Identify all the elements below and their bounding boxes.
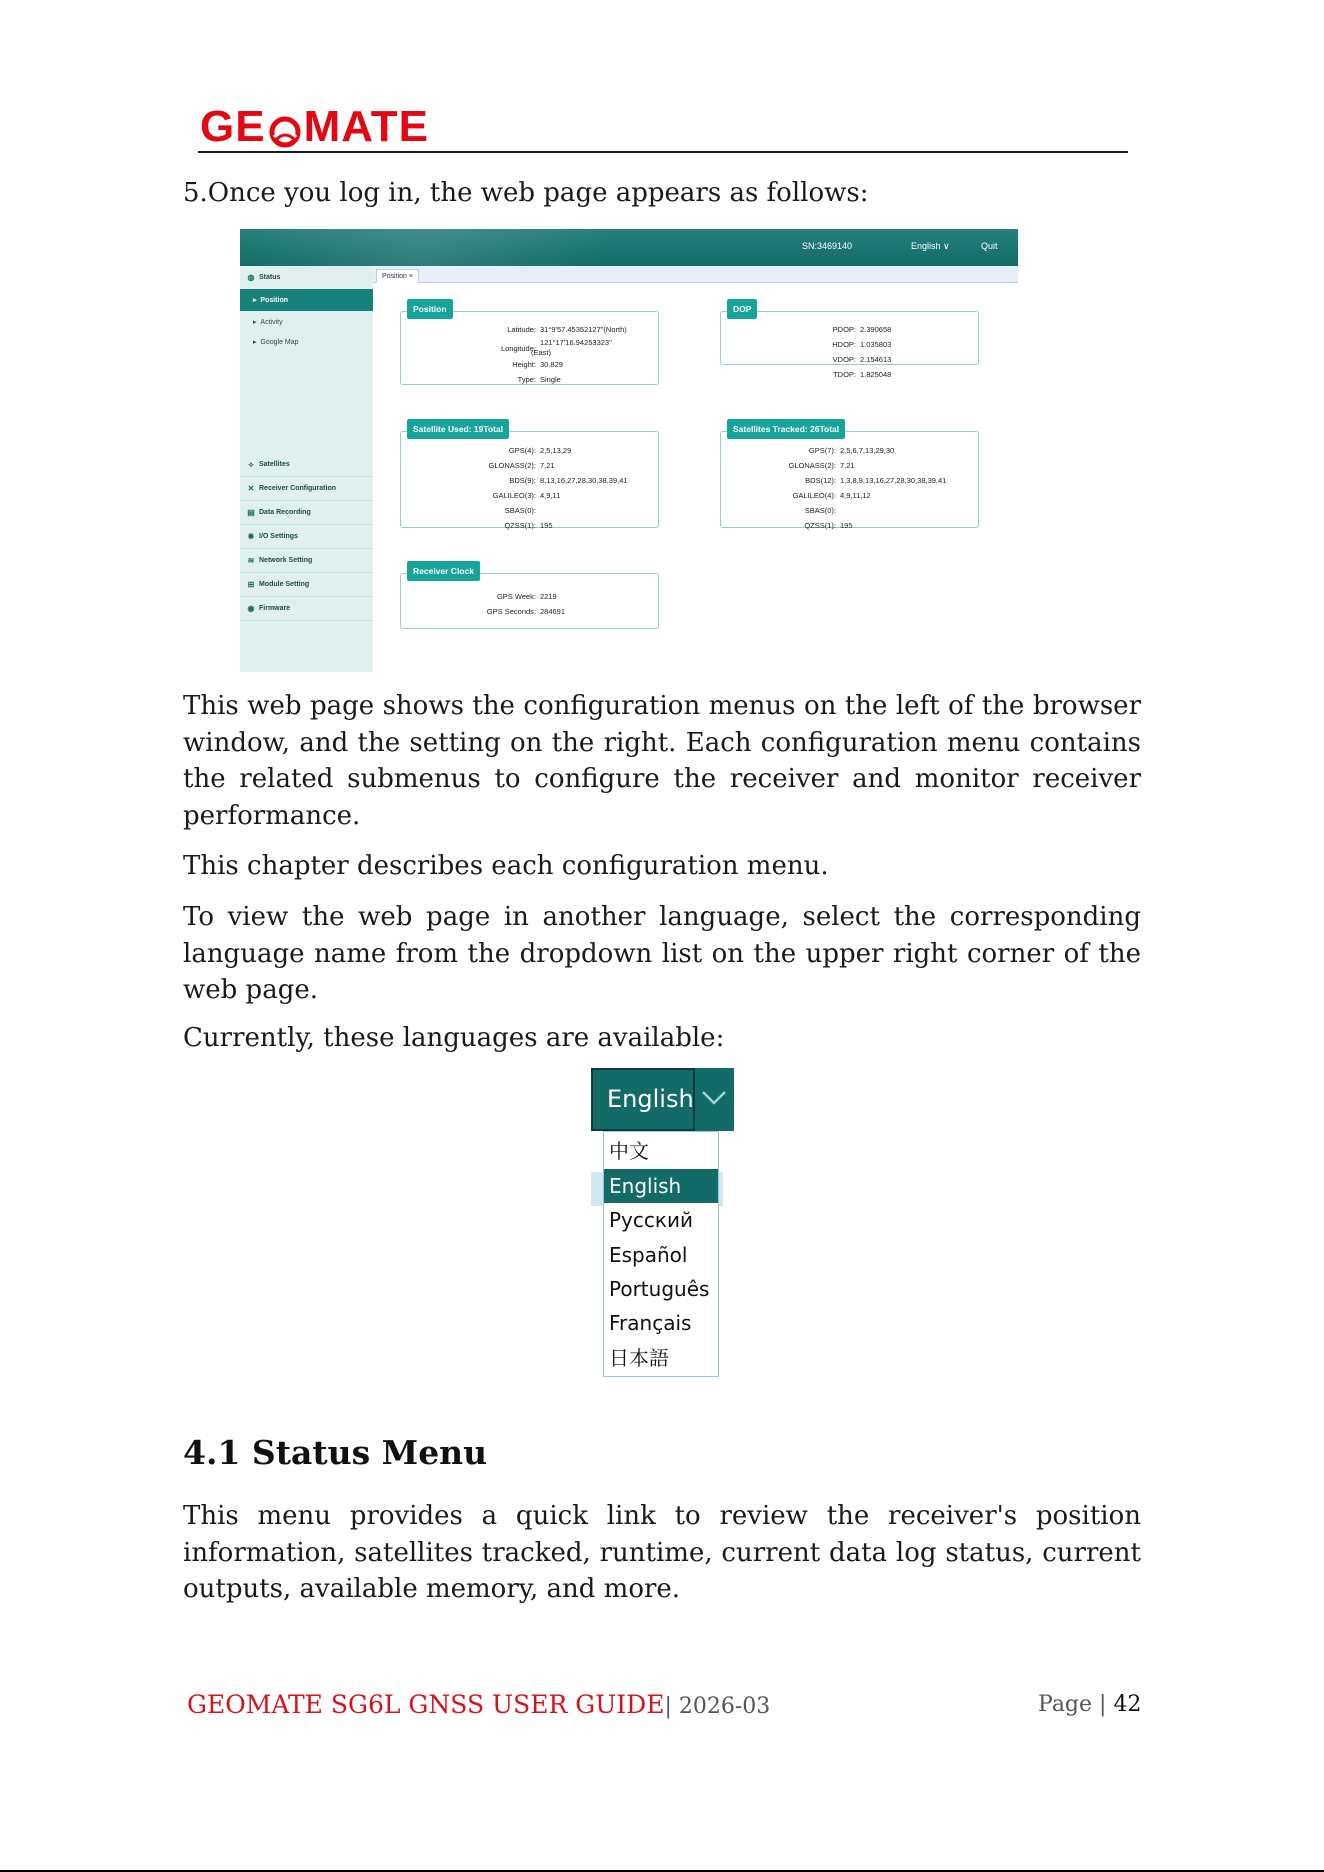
paragraph-status-menu: This menu provides a quick link to review the receiver's position information, satellites tracked, runtime, current data log status, current outputs, available memory, and more. — [183, 1501, 1141, 1604]
satellites-tracked-title: Satellites Tracked: 26Total — [727, 419, 845, 439]
menu-google-map[interactable]: ▸ Google Map — [253, 338, 299, 346]
section-heading: 4.1 Status Menu — [183, 1433, 488, 1472]
menu-module-setting[interactable]: ⊞ Module Setting — [240, 573, 373, 597]
option-spanish[interactable]: Español — [609, 1243, 688, 1267]
tab-position[interactable]: Position × — [376, 269, 419, 283]
chevron-down-icon[interactable] — [699, 1082, 729, 1112]
paragraph-language: To view the web page in another language, select the corresponding language name from the dropdown list on the upper right corner of the web page. — [183, 902, 1141, 1005]
option-portuguese[interactable]: Português — [609, 1277, 710, 1301]
satellite-used-card: Satellite Used: 19Total GPS(4): 2,5,13,29 GLONASS(2): 7,21 BDS(9): 8,13,16,27,28,30,38,39,41 GALILEO(3): 4,9,11 SBAS(0): QZSS(1): 195 — [400, 431, 659, 528]
geomate-logo — [200, 104, 429, 150]
menu-receiver-configuration[interactable]: ✕ Receiver Configuration — [240, 477, 373, 501]
dropdown-options — [603, 1131, 719, 1377]
receiver-clock-title: Receiver Clock — [407, 561, 480, 581]
web-sidebar — [240, 266, 373, 672]
paragraph-available: Currently, these languages are available: — [183, 1023, 725, 1053]
menu-io-settings[interactable]: ✹ I/O Settings — [240, 525, 373, 549]
paragraph-overview: This web page shows the configuration menus on the left of the browser window, and the setting on the right. Each configuration menu contains the related submenus to configure the receiver and monitor receiver performance. — [183, 691, 1141, 831]
option-english[interactable]: English — [604, 1169, 718, 1203]
footer-page — [1038, 1692, 1141, 1717]
paragraph-chapter: This chapter describes each configuration menu. — [183, 851, 829, 881]
quit-link[interactable]: Quit — [981, 241, 998, 251]
module-icon: ⊞ — [247, 580, 255, 589]
tools-icon: ✕ — [247, 484, 255, 493]
satellite-used-title: Satellite Used: 19Total — [407, 419, 509, 439]
record-icon: ▤ — [247, 508, 255, 517]
position-card-title: Position — [407, 299, 453, 319]
option-chinese[interactable]: 中文 — [609, 1139, 649, 1163]
status-icon: ◍ — [247, 273, 255, 282]
menu-firmware[interactable]: ◉ Firmware — [240, 597, 373, 621]
option-japanese[interactable]: 日本語 — [609, 1346, 669, 1370]
firmware-icon: ◉ — [247, 604, 255, 613]
satellite-icon: ⟡ — [248, 459, 254, 469]
dropdown-selected[interactable]: English — [591, 1068, 695, 1131]
satellites-tracked-card: Satellites Tracked: 26Total GPS(7): 2,5,6,7,13,29,30 GLONASS(2): 7,21 BDS(12): 1,3,8,9,13,16,27,28,30,38,39,41 GALILEO(4): 4,9,11,12 SBAS(0): QZSS(1): 195 — [720, 431, 979, 528]
tab-bar — [373, 266, 1018, 283]
serial-number: SN:3469140 — [802, 241, 853, 251]
logo-ring-icon — [268, 110, 302, 144]
wifi-icon: ≋ — [247, 556, 255, 565]
menu-activity[interactable]: ▸ Activity — [253, 318, 283, 326]
footer-guide — [187, 1690, 770, 1719]
logo-text-left: GE — [200, 102, 266, 151]
position-card: Position Latitude: 31°9'57.45352127"(North) Longitude: 121°17'16.94253323" (East) Height: 30.829 Type: Single — [400, 311, 659, 385]
footer-guide-title: GEOMATE SG6L GNSS USER GUIDE — [187, 1690, 665, 1719]
dop-card-title: DOP — [727, 299, 757, 319]
gear-icon: ✹ — [247, 532, 255, 541]
menu-data-recording[interactable]: ▤ Data Recording — [240, 501, 373, 525]
language-dropdown[interactable] — [591, 1068, 734, 1378]
footer-page-label: Page | — [1038, 1692, 1114, 1717]
footer-page-number: 42 — [1113, 1692, 1142, 1717]
menu-status[interactable]: ◍ Status — [240, 266, 373, 290]
receiver-clock-card: Receiver Clock GPS Week: 2219 GPS Seconds: 284691 — [400, 573, 659, 629]
logo-text-right: MATE — [303, 102, 429, 151]
option-french[interactable]: Français — [609, 1311, 692, 1335]
intro-text: 5.Once you log in, the web page appears as follows: — [183, 178, 869, 208]
footer-date: | 2026-03 — [664, 1694, 771, 1719]
option-russian[interactable]: Русский — [609, 1208, 693, 1232]
menu-satellites[interactable]: ⟡ Satellites — [240, 453, 373, 477]
menu-position[interactable]: ▸ Position — [240, 289, 373, 311]
language-select[interactable]: English ∨ — [911, 241, 950, 251]
menu-network-setting[interactable]: ≋ Network Setting — [240, 549, 373, 573]
header-divider — [198, 151, 1128, 153]
web-header-bar — [240, 229, 1018, 266]
dop-card: DOP PDOP: 2.390658 HDOP: 1.035803 VDOP: 2.154613 TDOP: 1.825048 — [720, 311, 979, 365]
web-ui-screenshot — [240, 229, 1018, 672]
